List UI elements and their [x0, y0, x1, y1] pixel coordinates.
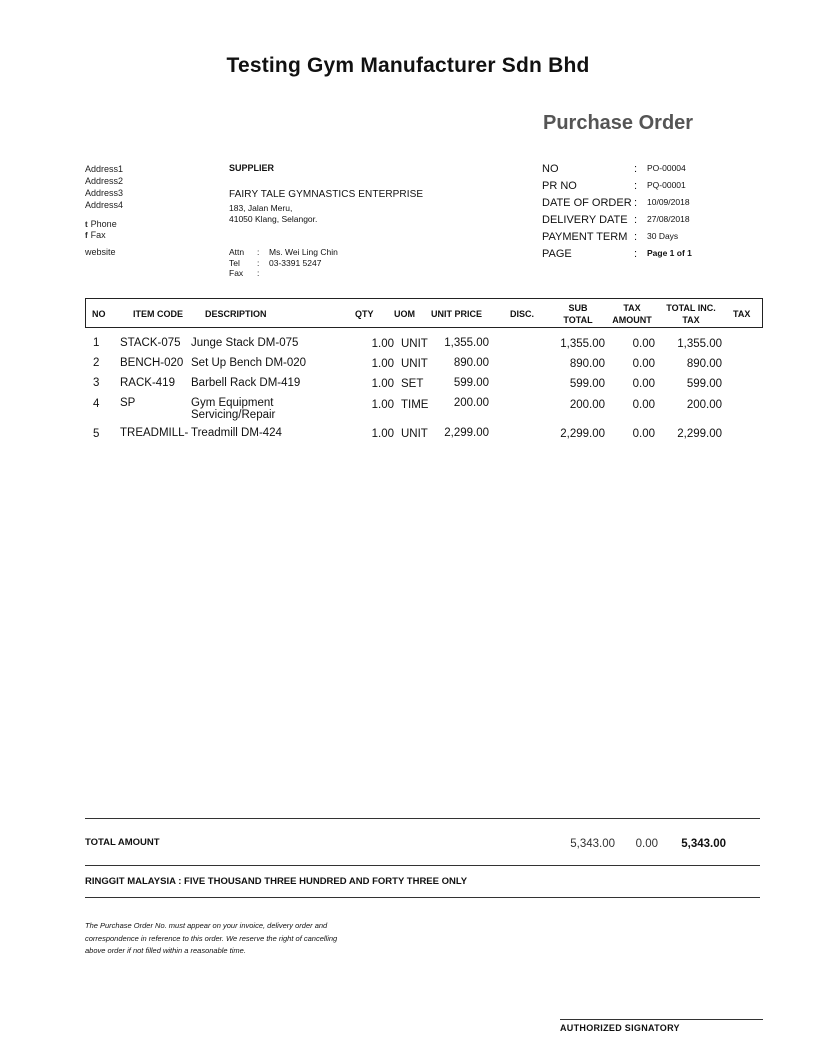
header-total-inc-line1: TOTAL INC.	[666, 303, 716, 313]
colon: :	[257, 268, 260, 278]
header-sub-total	[558, 302, 598, 326]
colon: :	[634, 214, 638, 226]
tel-label: Tel	[229, 257, 240, 268]
header-unit-price: UNIT PRICE	[431, 309, 483, 319]
item-qty: 1.00	[371, 428, 394, 440]
address-line: Address2	[85, 176, 124, 186]
fax-icon: f	[85, 231, 88, 240]
item-unit-price: 599.00	[453, 377, 489, 389]
item-tax-amount: 0.00	[632, 338, 655, 350]
header-total-inc-tax	[660, 302, 722, 326]
item-sub-total: 200.00	[569, 399, 605, 411]
item-uom: SET	[401, 378, 424, 390]
delivery-date: 27/08/2018	[647, 214, 690, 224]
item-total-inc-tax: 200.00	[686, 399, 722, 411]
header-no: NO	[92, 309, 106, 319]
supplier-address-line2: 41050 Klang, Selangor.	[229, 214, 318, 224]
item-description: Set Up Bench DM-020	[191, 357, 307, 369]
item-code: TREADMILL-	[120, 427, 189, 439]
header-description: DESCRIPTION	[205, 309, 267, 319]
note-line: correspondence in reference to this order. We reserve the right of cancelling	[85, 933, 338, 943]
document-title: Purchase Order	[543, 112, 694, 134]
colon: :	[257, 257, 260, 268]
item-sub-total: 2,299.00	[560, 428, 605, 440]
header-uom: UOM	[394, 309, 415, 319]
item-description: Treadmill DM-424	[191, 427, 282, 439]
amount-in-words: RINGGIT MALAYSIA : FIVE THOUSAND THREE HUNDRED AND FORTY THREE ONLY	[85, 876, 468, 887]
terms-note	[85, 920, 375, 958]
item-tax-amount: 0.00	[632, 358, 655, 370]
items-table-header	[85, 298, 763, 328]
colon: :	[634, 180, 638, 192]
fax-label: Fax	[90, 230, 106, 240]
colon: :	[257, 247, 260, 257]
header-qty: QTY	[355, 309, 374, 319]
item-tax-amount: 0.00	[632, 428, 655, 440]
header-tax-amount-line2: AMOUNT	[612, 315, 652, 325]
divider	[85, 818, 760, 819]
item-code: STACK-075	[120, 337, 181, 349]
item-uom: UNIT	[401, 338, 428, 350]
item-code: RACK-419	[120, 377, 175, 389]
address-line: Address4	[85, 200, 124, 210]
meta-label: DATE OF ORDER	[542, 197, 632, 209]
item-qty: 1.00	[371, 378, 394, 390]
attn-label: Attn	[229, 247, 245, 257]
item-uom: TIME	[401, 399, 429, 411]
item-code: SP	[120, 397, 136, 409]
phone-icon: t	[85, 220, 88, 229]
attn-value: Ms. Wei Ling Chin	[269, 247, 338, 257]
item-uom: UNIT	[401, 358, 428, 370]
payment-term: 30 Days	[647, 231, 679, 241]
order-meta	[542, 163, 692, 265]
meta-label: PR NO	[542, 180, 577, 192]
item-no: 3	[93, 377, 100, 389]
item-qty: 1.00	[371, 399, 394, 411]
item-tax-amount: 0.00	[632, 378, 655, 390]
total-sub-total: 5,343.00	[570, 838, 615, 850]
item-code: BENCH-020	[120, 357, 184, 369]
item-description-line2: Servicing/Repair	[191, 409, 276, 421]
item-sub-total: 599.00	[569, 378, 605, 390]
supplier-name: FAIRY TALE GYMNASTICS ENTERPRISE	[229, 189, 424, 200]
po-number: PO-00004	[647, 163, 686, 173]
note-line: The Purchase Order No. must appear on your invoice, delivery order and	[85, 921, 328, 930]
total-tax-amount: 0.00	[635, 838, 658, 850]
supplier-heading: SUPPLIER	[229, 163, 275, 173]
colon: :	[634, 231, 638, 243]
pr-number: PQ-00001	[647, 180, 686, 190]
supplier-address-line1: 183, Jalan Meru,	[229, 203, 293, 213]
item-total-inc-tax: 1,355.00	[677, 338, 722, 350]
colon: :	[634, 248, 638, 260]
total-inc-tax: 5,343.00	[681, 838, 726, 850]
item-total-inc-tax: 2,299.00	[677, 428, 722, 440]
item-tax-amount: 0.00	[632, 399, 655, 411]
address-line: Address1	[85, 164, 124, 174]
meta-label: PAGE	[542, 248, 572, 260]
item-unit-price: 200.00	[453, 397, 489, 409]
company-name: Testing Gym Manufacturer Sdn Bhd	[226, 54, 590, 77]
header-tax-amount	[607, 302, 657, 326]
signature-line	[560, 1019, 763, 1020]
item-sub-total: 890.00	[569, 358, 605, 370]
tel-value: 03-3391 5247	[269, 257, 322, 268]
total-amount-label: TOTAL AMOUNT	[85, 837, 160, 848]
item-description: Junge Stack DM-075	[191, 337, 299, 349]
order-date: 10/09/2018	[647, 197, 690, 207]
item-no: 4	[93, 398, 100, 410]
header-tax-amount-line1: TAX	[623, 303, 641, 313]
colon: :	[634, 197, 638, 209]
divider	[85, 865, 760, 866]
item-description: Gym Equipment	[191, 397, 274, 409]
fax-label: Fax	[229, 268, 244, 278]
colon: :	[634, 163, 638, 175]
item-no: 1	[93, 337, 100, 349]
header-total-inc-line2: TAX	[682, 315, 700, 325]
meta-label: DELIVERY DATE	[542, 214, 628, 226]
phone-label: Phone	[90, 219, 117, 229]
item-description: Barbell Rack DM-419	[191, 377, 301, 389]
item-uom: UNIT	[401, 428, 428, 440]
item-unit-price: 1,355.00	[444, 337, 489, 349]
note-line: above order if not filled within a reasonable time.	[85, 946, 246, 955]
meta-label: PAYMENT TERM	[542, 231, 628, 243]
address-line: Address3	[85, 188, 124, 198]
item-no: 2	[93, 357, 100, 369]
supplier-contact	[229, 247, 338, 279]
item-no: 5	[93, 428, 100, 440]
page-number: Page 1 of 1	[647, 248, 692, 258]
item-total-inc-tax: 599.00	[686, 378, 722, 390]
website-label: website	[85, 247, 116, 257]
divider	[85, 897, 760, 898]
header-sub-total-line1: SUB	[568, 303, 588, 313]
header-sub-total-line2: TOTAL	[563, 315, 593, 325]
meta-label: NO	[542, 163, 559, 175]
header-tax: TAX	[733, 309, 751, 319]
item-unit-price: 2,299.00	[444, 427, 489, 439]
company-address	[85, 163, 123, 211]
header-disc: DISC.	[510, 309, 535, 319]
item-sub-total: 1,355.00	[560, 338, 605, 350]
item-total-inc-tax: 890.00	[686, 358, 722, 370]
authorized-signatory-label: AUTHORIZED SIGNATORY	[560, 1023, 680, 1033]
item-qty: 1.00	[371, 338, 394, 350]
item-qty: 1.00	[371, 358, 394, 370]
header-item-code: ITEM CODE	[133, 309, 184, 319]
supplier-address	[229, 203, 317, 225]
company-contact	[85, 219, 117, 241]
item-unit-price: 890.00	[453, 357, 489, 369]
